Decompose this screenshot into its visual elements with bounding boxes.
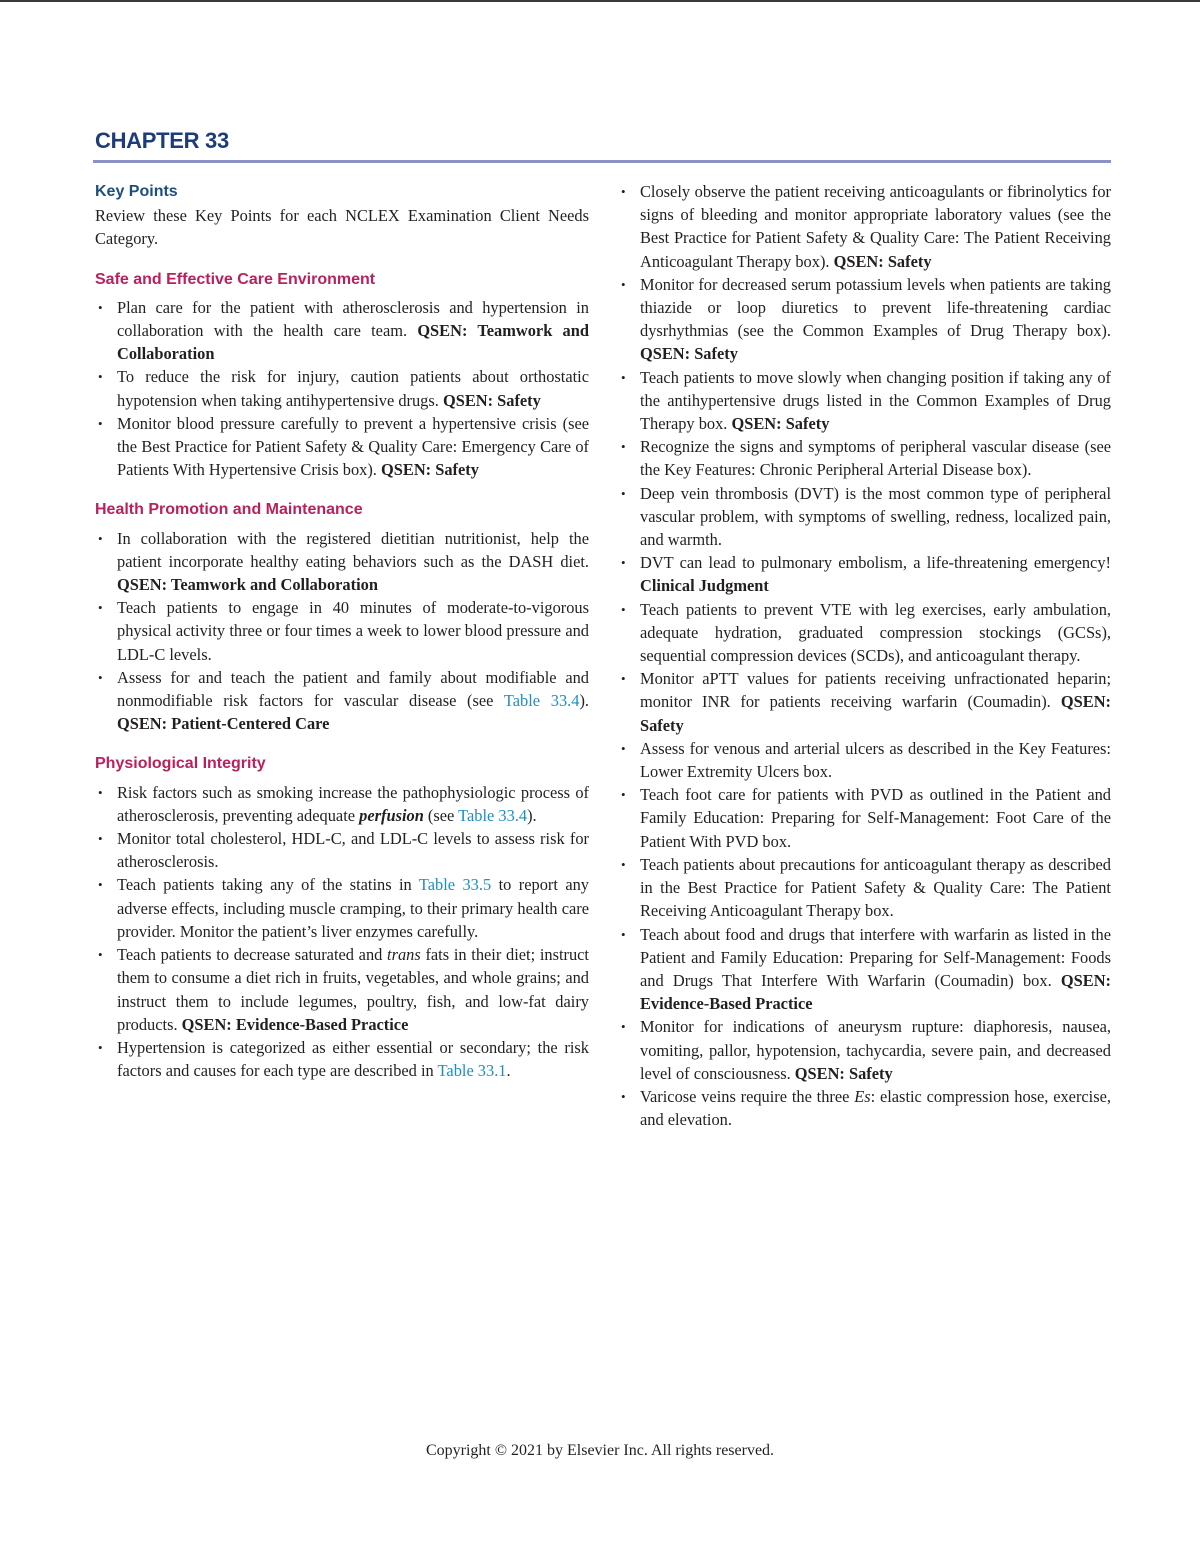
list-item: • Plan care for the patient with atherosclerosis and hypertension in collaboration with the health care team. QSEN: Teamwork and Collaboration [95, 296, 589, 366]
safe-list [95, 296, 589, 482]
list-item: • DVT can lead to pulmonary embolism, a life-threatening emergency! Clinical Judgment [618, 551, 1111, 597]
list-item: • Monitor for indications of aneurysm rupture: diaphoresis, nausea, vomiting, pallor, hypotension, tachycardia, severe pain, and decreased level of consciousness. QSEN: Safety [618, 1015, 1111, 1085]
list-item: • Assess for and teach the patient and family about modifiable and nonmodifiable risk factors for vascular disease (see Table 33.4). QSEN: Patient-Centered Care [95, 666, 589, 736]
list-item: • Teach patients to prevent VTE with leg exercises, early ambulation, adequate hydration, graduated compression stockings (GCSs), sequential compression devices (SCDs), and anticoagulant therapy. [618, 598, 1111, 668]
physio-list [95, 781, 589, 1083]
qsen-tag: QSEN: Safety [640, 692, 1111, 735]
qsen-tag: QSEN: Safety [833, 251, 932, 271]
list-item: • Teach patients to engage in 40 minutes of moderate-to-vigorous physical activity three or four times a week to lower blood pressure and LDL-C levels. [95, 596, 589, 666]
list-item: • Monitor for decreased serum potassium levels when patients are taking thiazide or loop diuretics to prevent life-threatening cardiac dysrhythmias (see the Common Examples of Drug Therapy box). QSEN: Safety [618, 273, 1111, 366]
emphasis: trans [387, 945, 421, 965]
emphasis: perfusion [359, 805, 424, 825]
health-list [95, 527, 589, 736]
key-points-heading: Key Points [95, 183, 178, 200]
list-item: • Hypertension is categorized as either essential or secondary; the risk factors and causes for each type are described in Table 33.1. [95, 1036, 589, 1082]
emphasis: Es [854, 1086, 871, 1106]
qsen-tag: QSEN: Safety [731, 414, 830, 434]
list-item: • Recognize the signs and symptoms of peripheral vascular disease (see the Key Features: Chronic Peripheral Arterial Disease box). [618, 435, 1111, 481]
qsen-tag: QSEN: Teamwork and Collaboration [117, 575, 378, 595]
list-item: • Closely observe the patient receiving anticoagulants or fibrinolytics for signs of bleeding and monitor appropriate laboratory values (see the Best Practice for Patient Safety & Quality Care: The Patient Receiving Anticoagulant Therapy box). QSEN: Safety [618, 180, 1111, 273]
clinical-judgment-tag: Clinical Judgment [640, 576, 769, 596]
qsen-tag: QSEN: Safety [442, 390, 541, 410]
left-column [95, 180, 589, 1082]
list-item: • Monitor total cholesterol, HDL-C, and LDL-C levels to assess risk for atherosclerosis. [95, 827, 589, 873]
qsen-tag: QSEN: Patient-Centered Care [117, 714, 330, 734]
table-link[interactable]: Table 33.4 [503, 691, 580, 711]
list-item: • Teach patients to move slowly when changing position if taking any of the antihypertensive drugs listed in the Common Examples of Drug Therapy box. QSEN: Safety [618, 366, 1111, 436]
right-column [618, 180, 1111, 1131]
list-item: • Assess for venous and arterial ulcers as described in the Key Features: Lower Extremity Ulcers box. [618, 737, 1111, 783]
top-border-line [0, 0, 1200, 2]
list-item: • Teach about food and drugs that interfere with warfarin as listed in the Patient and Family Education: Preparing for Self-Management: Foods and Drugs That Interfere With Warfarin (Coumadin) box. QSEN: Evidence-Based Practice [618, 923, 1111, 1016]
table-link[interactable]: Table 33.1 [437, 1061, 507, 1081]
table-link[interactable]: Table 33.5 [418, 875, 492, 895]
qsen-tag: QSEN: Teamwork and Collaboration [117, 321, 589, 364]
list-item: • Monitor aPTT values for patients receiving unfractionated heparin; monitor INR for patients receiving warfarin (Coumadin). QSEN: Safety [618, 667, 1111, 737]
list-item: • Teach foot care for patients with PVD as outlined in the Patient and Family Education: Preparing for Self-Management: Foot Care of the Patient With PVD box. [618, 783, 1111, 853]
qsen-tag: QSEN: Safety [381, 460, 479, 480]
section-heading-physio: Physiological Integrity [95, 755, 266, 773]
qsen-tag: QSEN: Evidence-Based Practice [181, 1014, 409, 1034]
list-item: • Teach patients taking any of the statins in Table 33.5 to report any adverse effects, including muscle cramping, to their primary health care provider. Monitor the patient’s liver enzymes carefully. [95, 873, 589, 943]
list-item: • In collaboration with the registered dietitian nutritionist, help the patient incorporate healthy eating behaviors such as the DASH diet. QSEN: Teamwork and Collaboration [95, 527, 589, 597]
list-item: • Teach patients about precautions for anticoagulant therapy as described in the Best Practice for Patient Safety & Quality Care: The Patient Receiving Anticoagulant Therapy box. [618, 853, 1111, 923]
section-heading-safe: Safe and Effective Care Environment [95, 270, 376, 288]
chapter-title: CHAPTER 33 [95, 128, 229, 153]
list-item: • Varicose veins require the three Es: elastic compression hose, exercise, and elevation. [618, 1085, 1111, 1131]
qsen-tag: QSEN: Safety [640, 344, 738, 364]
section-heading-health: Health Promotion and Maintenance [95, 501, 363, 519]
list-item: • Risk factors such as smoking increase the pathophysiologic process of atherosclerosis, preventing adequate perfusion (see Table 33.4). [95, 781, 589, 827]
list-item: • Teach patients to decrease saturated and trans fats in their diet; instruct them to consume a diet rich in fruits, vegetables, and whole grains; and instruct them to include legumes, poultry, fish, and low-fat dairy products. QSEN: Evidence-Based Practice [95, 943, 589, 1036]
list-item: • Monitor blood pressure carefully to prevent a hypertensive crisis (see the Best Practice for Patient Safety & Quality Care: Emergency Care of Patients With Hypertensive Crisis box). QSEN: Safety [95, 412, 589, 482]
qsen-tag: QSEN: Evidence-Based Practice [640, 970, 1111, 1014]
copyright-footer: Copyright © 2021 by Elsevier Inc. All rights reserved. [425, 1442, 775, 1459]
intro-text: Review these Key Points for each NCLEX Examination Client Needs Category. [95, 206, 589, 249]
physio-list-continued [618, 180, 1111, 1131]
qsen-tag: QSEN: Safety [794, 1063, 893, 1083]
list-item: • Deep vein thrombosis (DVT) is the most common type of peripheral vascular problem, with symptoms of swelling, redness, localized pain, and warmth. [618, 482, 1111, 552]
list-item: • To reduce the risk for injury, caution patients about orthostatic hypotension when taking antihypertensive drugs. QSEN: Safety [95, 365, 589, 411]
table-link[interactable]: Table 33.4 [458, 805, 528, 825]
chapter-rule [93, 160, 1111, 163]
